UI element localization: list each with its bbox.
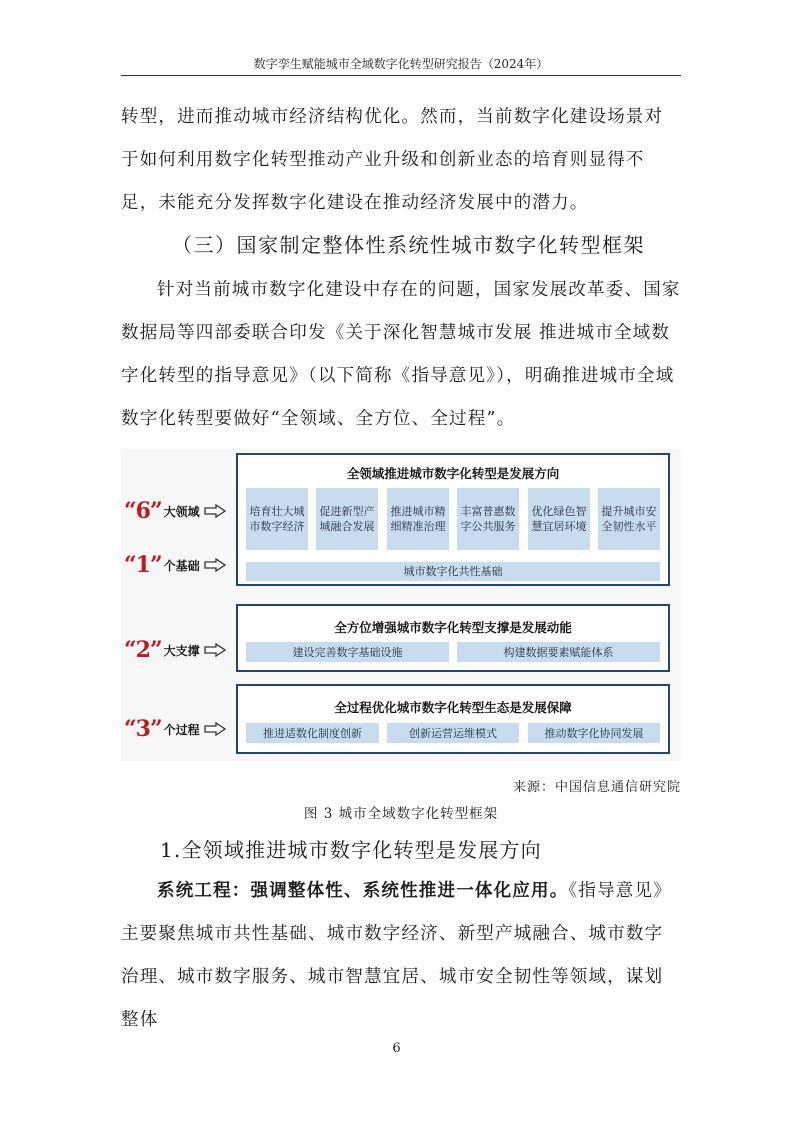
arrow-right-icon (204, 558, 226, 572)
panel-title: 全过程优化城市数字化转型生态是发展保障 (334, 700, 572, 715)
arrow-right-icon (204, 643, 226, 657)
domain-cell: 丰富普惠数字公共服务 (457, 488, 519, 550)
domain-cell: 提升城市安全韧性水平 (598, 488, 660, 550)
header-divider (121, 75, 681, 76)
process-cell: 推进适数化制度创新 (246, 723, 379, 743)
base-cell: 城市数字化共性基础 (246, 562, 660, 581)
lead-phrase: 系统工程：强调整体性、系统性推进一体化应用。 (157, 881, 569, 901)
label-one-base (124, 548, 226, 582)
panel-all-processes (236, 684, 670, 754)
label-text: 大支撑 (163, 643, 200, 658)
label-number: “1” (124, 552, 162, 578)
body-paragraph: 转型，进而推动城市经济结构优化。然而，当前数字化建设场景对于如何利用数字化转型推动产业升级和创新业态的培育则显得不足，未能充分发挥数字化建设在推动经济发展中的潜力。 (121, 107, 664, 213)
label-number: “6” (124, 498, 162, 524)
domain-cell: 培育壮大城市数字经济 (246, 488, 308, 550)
label-number: “3” (124, 716, 162, 742)
figure-source: 来源：中国信息通信研究院 (512, 780, 681, 795)
subsection-heading: 1.全领域推进城市数字化转型是发展方向 (160, 838, 542, 862)
panel-title: 全领域推进城市数字化转型是发展方向 (346, 466, 560, 481)
arrow-right-icon (204, 722, 226, 736)
panel-all-aspects (236, 604, 670, 672)
body-paragraph: 针对当前城市数字化建设中存在的问题，国家发展改革委、国家数据局等四部委联合印发《关于深化智慧城市发展 推进城市全域数字化转型的指导意见》（以下简称《指导意见》），明确推进城市全域数字化转型要做好“全领域、全方位、全过程”。 (121, 280, 681, 429)
domain-cell: 优化绿色智慧宜居环境 (528, 488, 590, 550)
label-two-supports (124, 633, 226, 667)
support-cell: 构建数据要素赋能体系 (457, 642, 660, 662)
label-text: 个过程 (163, 722, 200, 737)
support-cell: 建设完善数字基础设施 (246, 642, 449, 662)
panel-title: 全方位增强城市数字化转型支撑是发展动能 (334, 620, 572, 635)
running-header: 数字孪生赋能城市全域数字化转型研究报告（2024年） (253, 57, 549, 71)
process-cell: 创新运营运维模式 (387, 723, 519, 743)
domain-cell: 促进新型产城融合发展 (316, 488, 378, 550)
body-paragraph (121, 870, 681, 1042)
panel-all-domains (236, 453, 670, 586)
label-number: “2” (124, 637, 162, 663)
section-heading: （三）国家制定整体性系统性城市数字化转型框架 (172, 233, 645, 257)
framework-figure (121, 449, 681, 761)
process-cell: 推动数字化协同发展 (528, 723, 660, 743)
label-six-domains (124, 494, 226, 528)
label-three-processes (124, 712, 226, 746)
label-text: 大领域 (163, 504, 200, 519)
figure-caption: 图 3 城市全域数字化转型框架 (303, 806, 499, 822)
arrow-right-icon (204, 504, 226, 518)
page-number: 6 (392, 1041, 401, 1056)
domain-cell: 推进城市精细精准治理 (387, 488, 449, 550)
paragraph-text: 《指导意见》主要聚焦城市共性基础、城市数字经济、新型产城融合、城市数字治理、城市数字服务、城市智慧宜居、城市安全韧性等领域，谋划整体 (121, 881, 672, 1030)
label-text: 个基础 (163, 558, 200, 573)
